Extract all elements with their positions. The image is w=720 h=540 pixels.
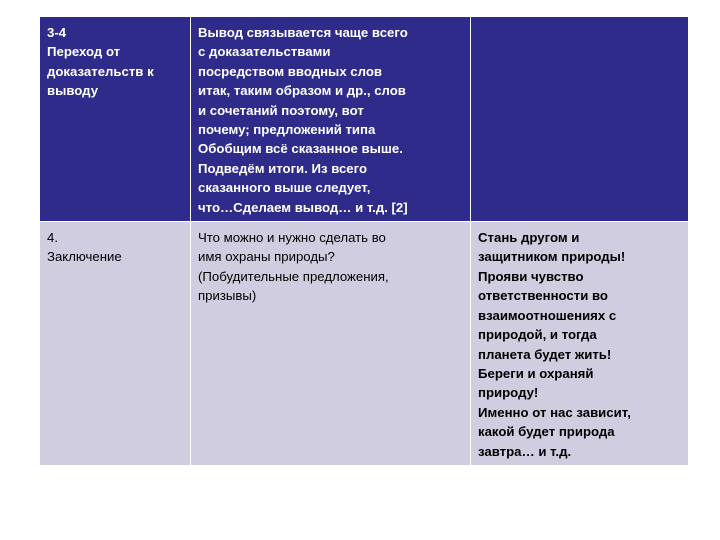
example-cell (471, 17, 689, 222)
example-cell (471, 222, 689, 466)
cell-text-line: имя охраны природы? (198, 249, 335, 265)
stage-cell (40, 17, 191, 222)
cell-text-line: Стань другом и (478, 230, 580, 246)
cell-text-line: Подведём итоги. Из всего (198, 160, 368, 176)
cell-text-line: с доказательствами (198, 44, 331, 60)
description-cell (191, 17, 471, 222)
cell-text-line: призывы) (198, 288, 257, 304)
cell-text-line: и сочетаний поэтому, вот (198, 102, 364, 118)
cell-text-line: Заключение (47, 249, 122, 265)
cell-text-line: 4. (47, 230, 58, 246)
cell-text-line: природу! (478, 385, 539, 401)
cell-text-line: (Побудительные предложения, (198, 268, 389, 284)
cell-text-line: что…Сделаем вывод… и т.д. [2] (198, 199, 408, 215)
stage-cell (40, 222, 191, 466)
cell-text-line: Береги и охраняй (478, 365, 594, 381)
cell-text-line: природой, и тогда (478, 327, 597, 343)
content-table (39, 16, 689, 466)
cell-text-line: посредством вводных слов (198, 63, 383, 79)
cell-text-line: Что можно и нужно сделать во (198, 230, 386, 246)
description-cell (191, 222, 471, 466)
cell-text-line: защитником природы! (478, 249, 626, 265)
cell-text-line: итак, таким образом и др., слов (198, 83, 406, 99)
cell-text-line: доказательств к (47, 63, 154, 79)
cell-text-line: почему; предложений типа (198, 122, 376, 138)
table-row-conclusion (40, 222, 689, 466)
cell-text-line: взаимоотношениях с (478, 307, 617, 323)
cell-text-line: ответственности во (478, 288, 608, 304)
cell-text-line: выводу (47, 83, 99, 99)
cell-text-line: Обобщим всё сказанное выше. (198, 141, 403, 157)
table-row-transition (40, 17, 689, 222)
cell-text-line: 3-4 (47, 25, 67, 40)
cell-text-line: Именно от нас зависит, (478, 404, 631, 420)
cell-text-line: завтра… и т.д. (478, 443, 572, 459)
cell-text-line: Переход от (47, 44, 121, 60)
cell-text-line: какой будет природа (478, 424, 615, 440)
cell-text-line: Прояви чувство (478, 268, 584, 284)
cell-text-line: Вывод связывается чаще всего (198, 25, 408, 40)
cell-text-line: сказанного выше следует, (198, 180, 371, 196)
cell-text-line: планета будет жить! (478, 346, 612, 362)
